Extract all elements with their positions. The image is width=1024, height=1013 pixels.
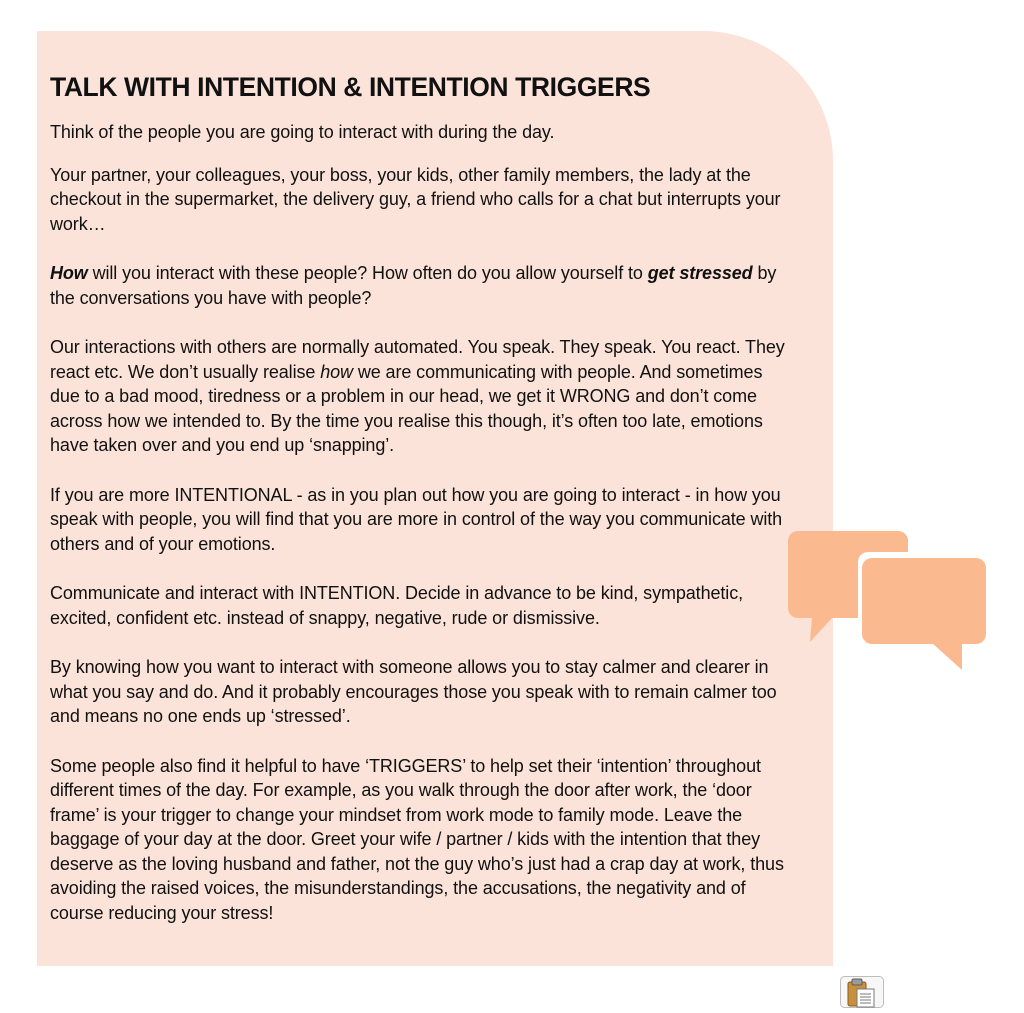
paragraph-4-text: Our interactions with others are normally automated. You speak. They speak. You react. They react etc. We don’t usually realise (50, 337, 785, 382)
document-body (50, 70, 790, 943)
paragraph-3 (50, 261, 790, 310)
paragraph-4-tail: we are communicating with people. And sometimes due to a bad mood, tiredness or a problem in our head, we get it WRONG and don’t come across how we intended to. By the time you realise this though, it’s often too late, emotions have taken over and you end up ‘snapping’. (50, 361, 763, 455)
paragraph-8: Some people also find it helpful to have ‘TRIGGERS’ to help set their ‘intention’ throughout different times of the day. For example, as you walk through the door after work, the ‘door frame’ is your trigger to change your mindset from work mode to family mode. Leave the baggage of your day at the door. Greet your wife / partner / kids with the intention that they deserve as the loving husband and father, not the guy who’s just had a crap day at work, thus avoiding the raised voices, the misunderstandings, the accusations, the negativity and of course reducing your stress! (50, 755, 784, 923)
paragraph-6: Communicate and interact with INTENTION. Decide in advance to be kind, sympathetic, excited, confident etc. instead of snappy, negative, rude or dismissive. (50, 583, 744, 628)
emphasis-how: How (50, 263, 88, 283)
paragraph-7: By knowing how you want to interact with someone allows you to stay calmer and clearer in what you say and do. And it probably encourages those you speak with to remain calmer too and means no one ends up ‘stressed’. (50, 657, 777, 726)
clipboard-icon[interactable] (840, 976, 884, 1008)
paragraph-3-text: will you interact with these people? How often do you allow yourself to (87, 263, 648, 283)
paragraph-5: If you are more INTENTIONAL - as in you plan out how you are going to interact - in how you speak with people, you will find that you are more in control of the way you communicate with others and of your emotions. (50, 484, 783, 554)
emphasis-how-lower: how (320, 361, 353, 382)
page-title: TALK WITH INTENTION & INTENTION TRIGGERS (50, 72, 651, 102)
speech-bubbles-icon (786, 530, 988, 672)
paragraph-2: Your partner, your colleagues, your boss, your kids, other family members, the lady at the checkout in the supermarket, the delivery guy, a friend who calls for a chat but interrupts your work… (50, 164, 781, 234)
emphasis-get-stressed: get stressed (647, 263, 753, 283)
paragraph-4 (50, 335, 790, 458)
paragraph-3-tail: by the conversations you have with people? (50, 263, 777, 308)
paragraph-1: Think of the people you are going to interact with during the day. (50, 122, 555, 142)
